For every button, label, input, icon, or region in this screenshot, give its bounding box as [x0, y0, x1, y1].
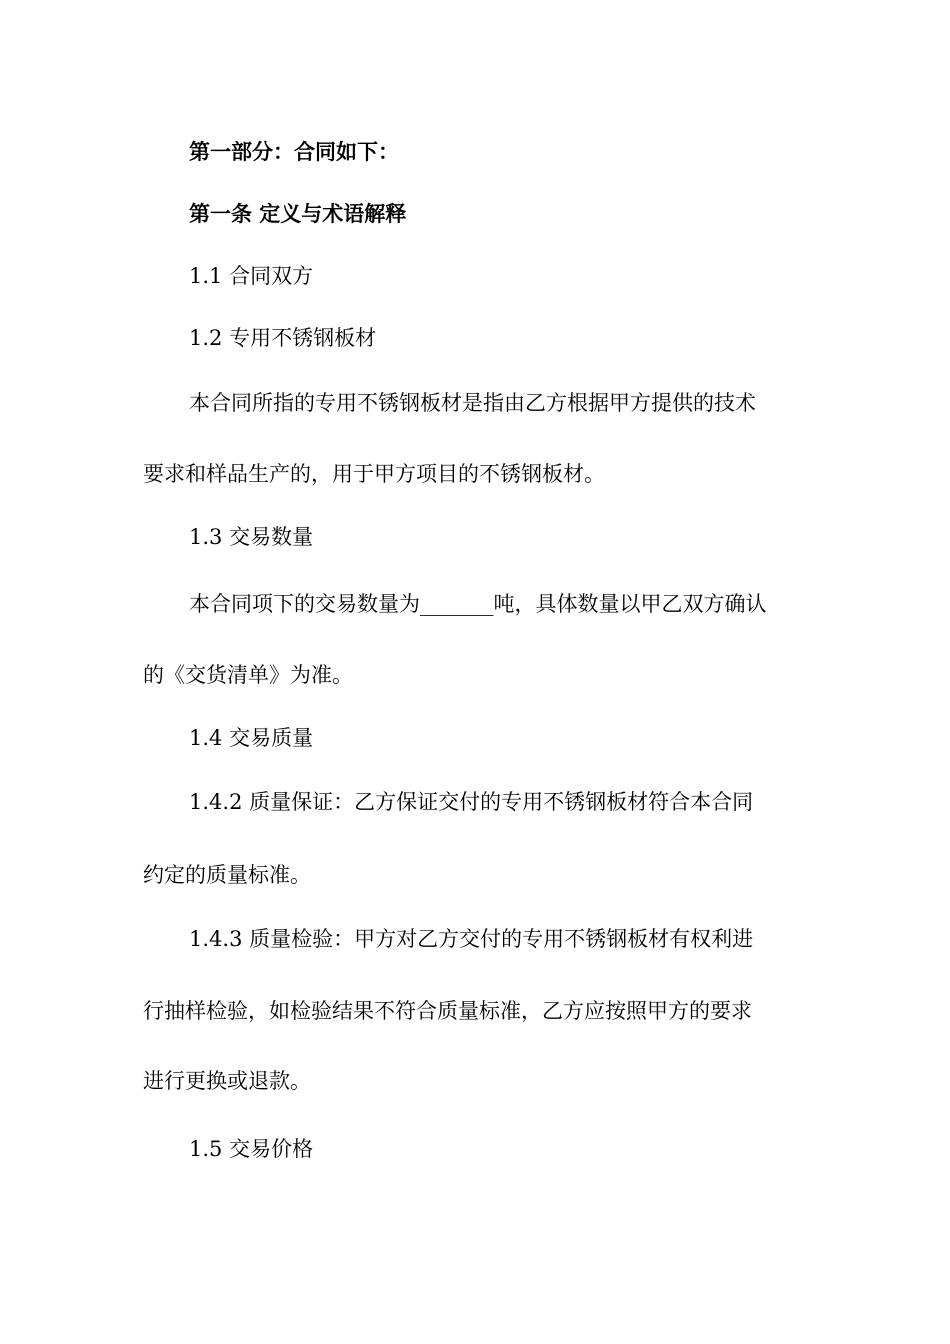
paragraph-line: 约定的质量标准。 — [143, 863, 311, 887]
section-1-1-title: 1.1 合同双方 — [189, 264, 314, 288]
paragraph-line: 进行更换或退款。 — [143, 1069, 311, 1093]
section-1-2-title: 1.2 专用不锈钢板材 — [189, 326, 377, 350]
article-heading: 第一条 定义与术语解释 — [189, 201, 407, 226]
paragraph-line: 要求和样品生产的，用于甲方项目的不锈钢板材。 — [143, 462, 605, 486]
paragraph-line: 本合同所指的专用不锈钢板材是指由乙方根据甲方提供的技术 — [189, 391, 756, 415]
section-1-5-title: 1.5 交易价格 — [189, 1137, 314, 1161]
section-1-4-title: 1.4 交易质量 — [189, 726, 314, 750]
paragraph-line: 1.4.2 质量保证：乙方保证交付的专用不锈钢板材符合本合同 — [189, 790, 754, 814]
paragraph-line: 行抽样检验，如检验结果不符合质量标准，乙方应按照甲方的要求 — [143, 999, 752, 1023]
section-1-3-title: 1.3 交易数量 — [189, 525, 314, 549]
paragraph-line: 本合同项下的交易数量为_______吨，具体数量以甲乙双方确认 — [189, 592, 767, 616]
paragraph-line: 1.4.3 质量检验：甲方对乙方交付的专用不锈钢板材有权利进 — [189, 927, 754, 951]
part-heading: 第一部分：合同如下： — [189, 139, 399, 164]
paragraph-line: 的《交货清单》为准。 — [143, 663, 353, 687]
